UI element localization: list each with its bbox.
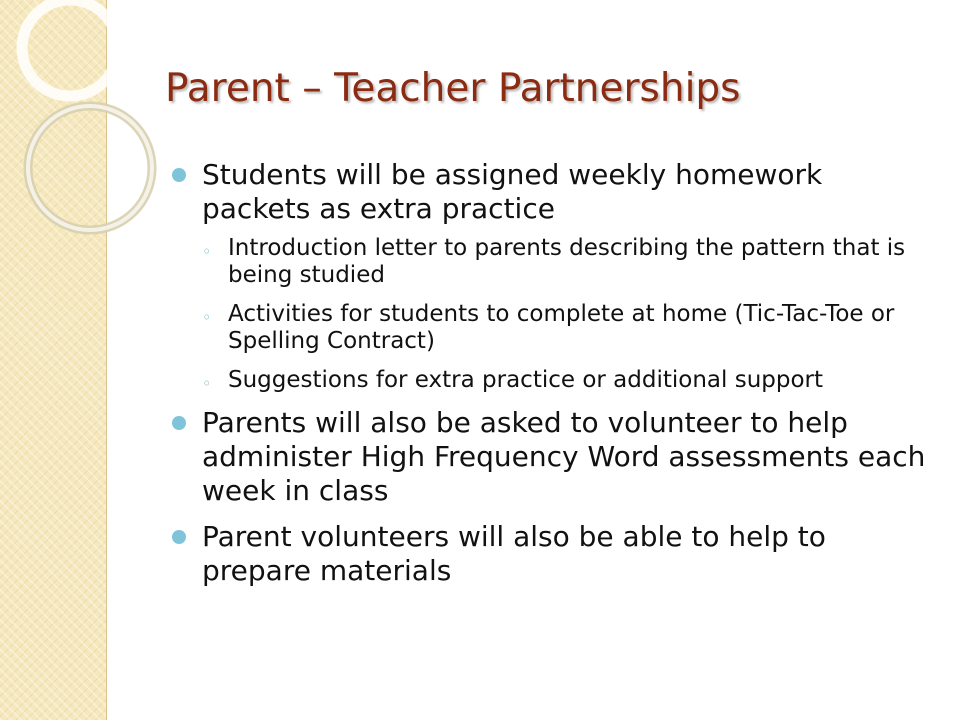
sub-bullet-item xyxy=(172,301,932,355)
bullet-item xyxy=(172,520,932,588)
bullet-text: Parents will also be asked to volunteer to help administer High Frequency Word assessments each week in class xyxy=(202,406,926,507)
ring-bullet-icon: ◦ xyxy=(202,374,212,393)
slide-content xyxy=(172,158,932,588)
sub-bullet-text: Introduction letter to parents describing the pattern that is being studied xyxy=(228,235,906,288)
slide-title: Parent – Teacher Partnerships xyxy=(165,66,741,111)
sub-bullet-item xyxy=(172,367,932,394)
sub-bullet-text: Suggestions for extra practice or additional support xyxy=(228,367,824,393)
sub-bullet-text: Activities for students to complete at home (Tic-Tac-Toe or Spelling Contract) xyxy=(228,301,895,354)
sub-bullet-item xyxy=(172,235,932,289)
ring-bullet-icon: ◦ xyxy=(202,308,212,327)
bullet-dot-icon xyxy=(172,416,186,430)
sub-bullet-list xyxy=(172,235,932,394)
ring-bullet-icon: ◦ xyxy=(202,242,212,261)
bullet-item xyxy=(172,158,932,226)
bullet-dot-icon xyxy=(172,530,186,544)
bullet-text: Parent volunteers will also be able to help to prepare materials xyxy=(202,520,826,587)
decorative-circles xyxy=(0,0,160,260)
bullet-item xyxy=(172,406,932,508)
bullet-text: Students will be assigned weekly homework packets as extra practice xyxy=(202,158,823,225)
bullet-dot-icon xyxy=(172,168,186,182)
